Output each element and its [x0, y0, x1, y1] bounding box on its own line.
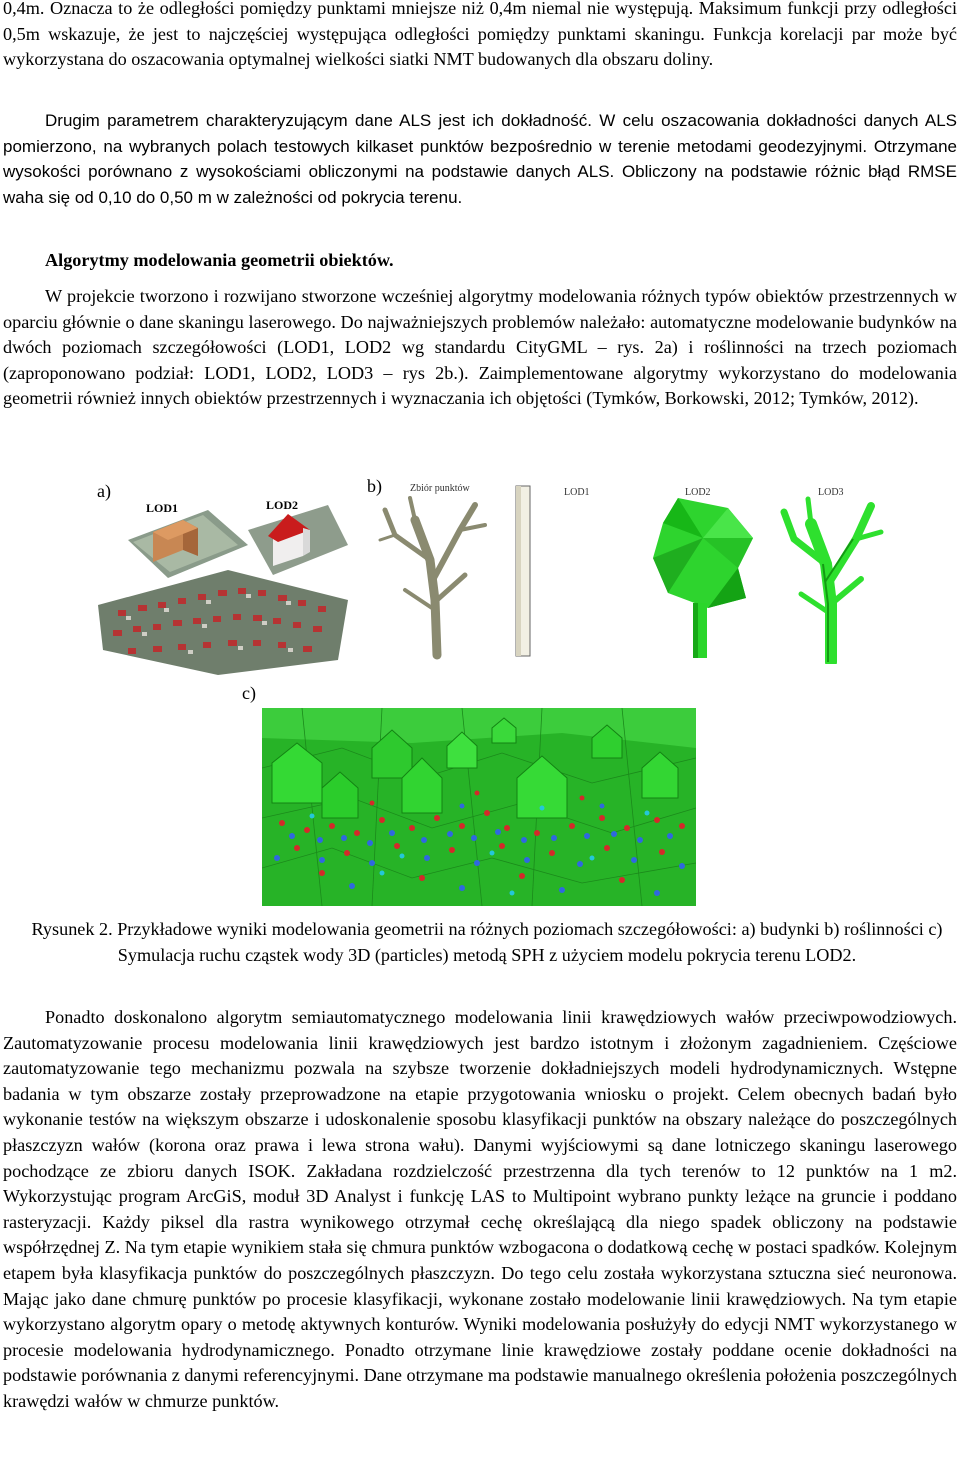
figure-2 [0, 468, 960, 910]
point-cloud-tag: Zbiór punktów [410, 483, 470, 494]
paragraph-pair-correlation: 0,4m. Oznacza to że odległości pomiędzy punktami mniejsze niż 0,4m niemal nie występują. Maksimum funkcji przy odległości 0,5m wskazuje, że jest to najczęściej występująca odległości pomiędzy punktami skaningu. Funkcja korelacji par może być wykorzystana do oszacowania optymalnej wielkości siatki NMT budowanych dla obszaru doliny. [3, 0, 957, 70]
paragraph-als-accuracy: Drugim parametrem charakteryzującym dane ALS jest ich dokładność. W celu oszacowania dokładności danych ALS pomierzono, na wybranych polach testowych kilkaset punktów bezpośrednio w terenie metodami geodezyjnymi. Otrzymane wysokości porównano z wysokościami obliczonymi na podstawie danych ALS. Obliczony na podstawie różnic błąd RMSE waha się od 0,10 do 0,50 m w zależności od pokrycia terenu. [3, 111, 957, 207]
paragraph-embankment-modelling: Ponadto doskonalono algorytm semiautomatycznego modelowania linii krawędziowych wałów przeciwpowodziowych. Zautomatyzowanie procesu modelowania linii krawędziowych jest bardzo istotnym i złożonym zagadnieniem. Częściowe zautomatyzowanie tego mechanizmu pozwala na szybsze tworzenie dokładniejszych modeli hydrodynamicznych. Wstępne badania w tym obszarze zostały przeprowadzone na etapie przygotowania wniosku o projekt. Celem obecnych badań było wykonanie testów na większym obszarze i udoskonalenie sposobu klasyfikacji punktów na obszary należące do poszczególnych płaszczyzn wałów (korona oraz prawa i lewa strona wału). Danymi wyjściowymi są dane lotniczego skaningu laserowego pochodzące ze zbioru danych ISOK. Zakładana rozdzielczość przestrzenna dla tych terenów to 12 punktów na 1 m2. Wykorzystując program ArcGiS, moduł 3D Analyst i funkcję LAS to Multipoint wybrano punkty leżące na gruncie i poddano rasteryzacji. Każdy piksel dla rastra wynikowego otrzymał cechę określającą dla niego spadek obliczony na podstawie współrzędnej Z. Na tym etapie wynikiem stała się chmura punktów wzbogacona o dodatkową cechę w postaci spadków. Kolejnym etapem była klasyfikacja punktów do poszczególnych płaszczyzn. Do tego celu została wykorzystana sztuczna sieć neuronowa. Mając jako dane chmurę punktów po procesie klasyfikacji, wykonane zostało modelowanie linii krawędziowych. Na tym etapie wykorzystano algorytm opary o metodę aktywnych konturów. Wyniki modelowania posłużyły do edycji NMT wykorzystanego w procesie modelowania hydrodynamicznego. Ponadto otrzymane linie krawędziowe zostały poddane ocenie dokładności na podstawie porównania z danymi referencyjnymi. Dane otrzymane ma podstawie manualnego określenia położenia poszczególnych krawędzi wałów w chmurze punktów. [3, 1007, 957, 1411]
lod1-vegetation-tag: LOD1 [564, 487, 590, 498]
sph-simulation-image [262, 708, 696, 906]
figure-label-c: c) [242, 683, 256, 703]
tree-point-cloud [375, 490, 495, 660]
tree-lod2-model [648, 498, 758, 663]
tree-lod3-model [776, 494, 886, 664]
figure-label-a: a) [97, 481, 111, 501]
lod2-building-tag: LOD2 [266, 498, 299, 512]
lod3-vegetation-tag: LOD3 [818, 487, 844, 498]
section-heading: Algorytmy modelowania geometrii obiektów. [45, 250, 394, 270]
lod2-vegetation-tag: LOD2 [685, 487, 711, 498]
figure-caption: Rysunek 2. Przykładowe wyniki modelowania geometrii na różnych poziomach szczegółowości: a) budynki b) roślinności c) Symulacja ruchu cząstek wody 3D (particles) metodą SPH z użyciem modelu pokrycia terenu LOD2. [31, 919, 943, 965]
tree-lod1-cylinder [508, 482, 538, 660]
figure-label-b: b) [367, 476, 382, 496]
paragraph-geometry-algorithms: W projekcie tworzono i rozwijano stworzone wcześniej algorytmy modelowania różnych typów obiektów przestrzennych w oparciu głównie o dane skaningu laserowego. Do najważniejszych problemów należało: automatyczne modelowanie budynków na dwóch poziomach szczegółowości (LOD1, LOD2 wg standardu CityGML – rys. 2a) i roślinności na trzech poziomach (zaproponowano podział: LOD1, LOD2, LOD3 – rys 2b.). Zaimplementowane algorytmy wykorzystano do modelowania geometrii również innych obiektów przestrzennych i wyznaczania ich objętości (Tymków, Borkowski, 2012; Tymków, 2012). [3, 286, 957, 409]
lod1-building-tag: LOD1 [146, 501, 179, 515]
building-lod-image [98, 490, 348, 680]
